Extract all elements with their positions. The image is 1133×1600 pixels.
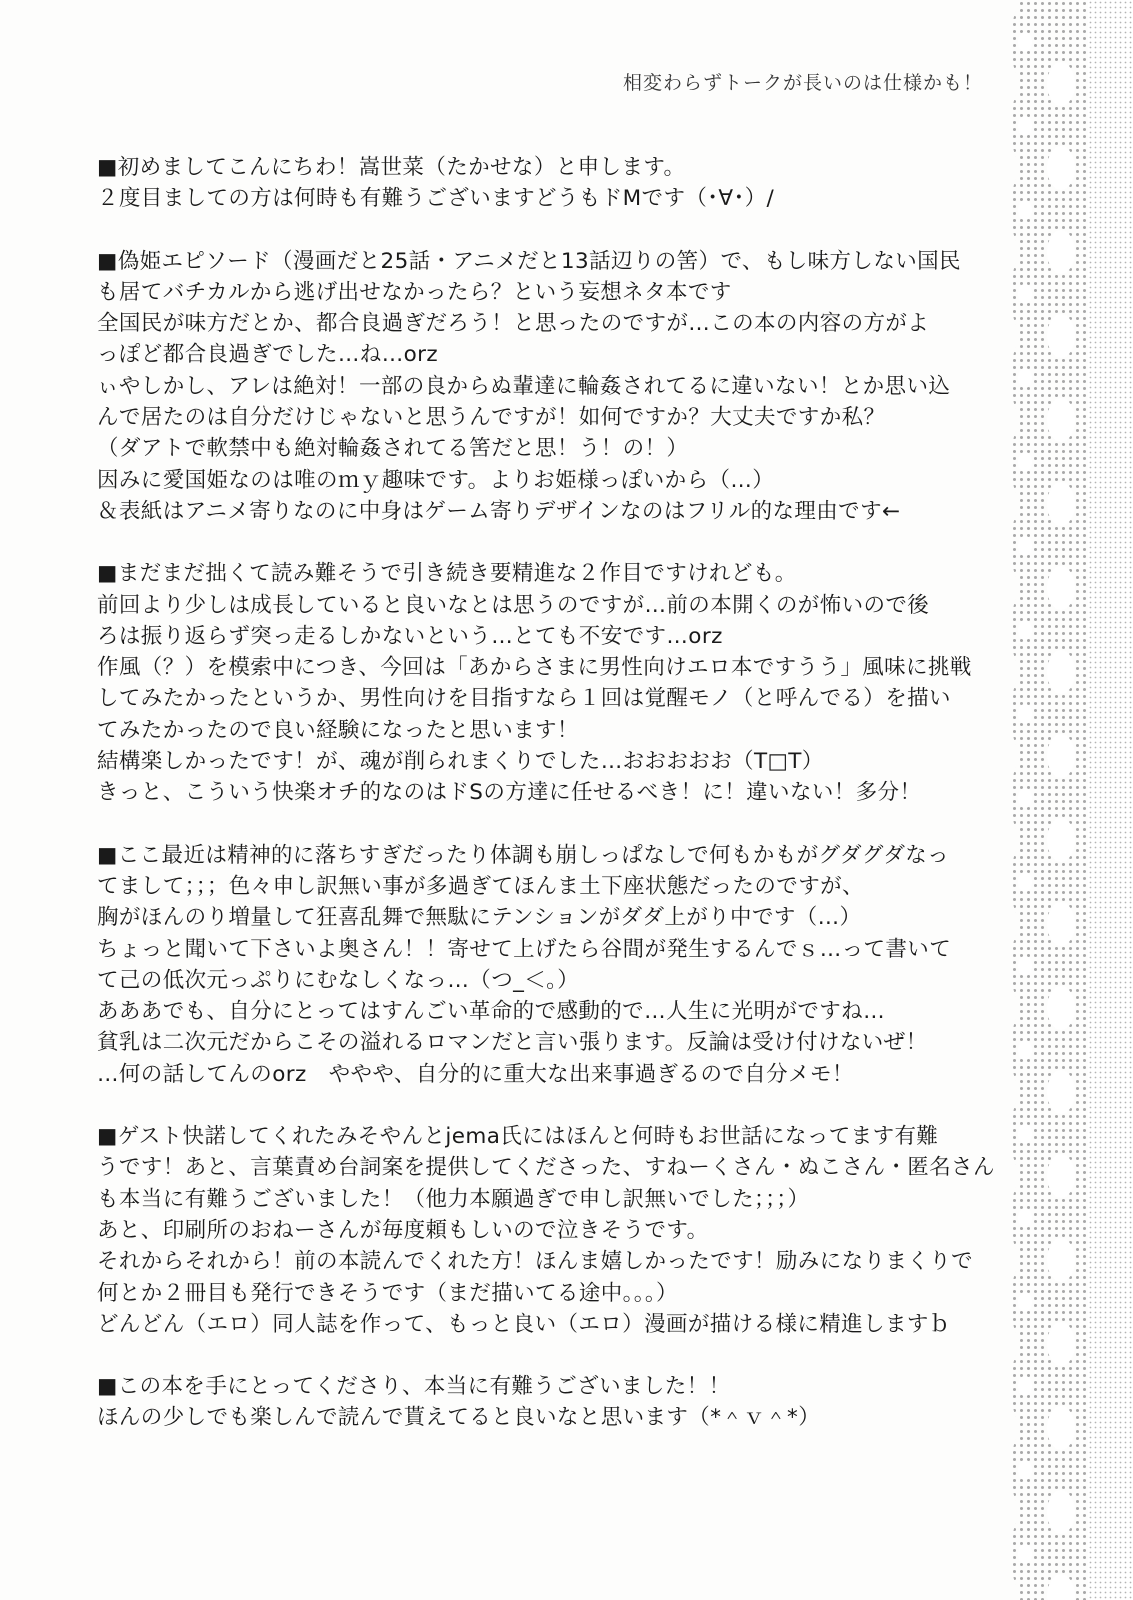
lace-window	[1047, 986, 1075, 1030]
lace-eyelet	[1018, 1544, 1032, 1564]
text-line: んで居たのは自分だけじゃないと思うんですが！如何ですか？大丈夫ですか私？	[97, 405, 886, 431]
lace-window	[1047, 1070, 1075, 1114]
lace-eyelet	[1018, 32, 1032, 52]
lace-window	[1047, 902, 1075, 946]
text-line: きっと、こういう快楽オチ的なのはドSの方達に任せるべき！に！違いない！多分！	[97, 780, 922, 806]
text-line: ■まだまだ拙くて読み難そうで引き続き要精進な２作目ですけれども。	[97, 561, 797, 587]
lace-window	[1047, 650, 1075, 694]
text-line: うです！あと、言葉責め台詞案を提供してくださった、すねーくさん・ぬこさん・匿名さん	[97, 1155, 995, 1181]
lace-window	[1047, 398, 1075, 442]
lace-eyelet	[1018, 1460, 1032, 1480]
lace-eyelet	[1018, 1040, 1032, 1060]
text-line: ろは振り返らず突っ走るしかないという…とても不安です…orz	[97, 623, 723, 649]
lace-eyelet	[1018, 452, 1032, 472]
text-line: …何の話してんのorz ややや、自分的に重大な出来事過ぎるので自分メモ！	[97, 1061, 854, 1087]
lace-window	[1047, 1490, 1075, 1534]
text-line: ほんの少しでも楽しんで読んで貰えてると良いなと思います（*＾ｖ＾*）	[97, 1405, 821, 1431]
lace-window	[1047, 314, 1075, 358]
lace-window	[1047, 1154, 1075, 1198]
lace-window	[1047, 230, 1075, 274]
text-line: も居てバチカルから逃げ出せなかったら？という妄想ネタ本です	[97, 279, 732, 305]
lace-window	[1047, 1406, 1075, 1450]
lace-window	[1047, 566, 1075, 610]
lace-eyelet	[1018, 1208, 1032, 1228]
text-line: ■偽姫エピソード（漫画だと25話・アニメだと13話辺りの筈）で、もし味方しない国民	[97, 248, 961, 274]
text-line: （ダアトで軟禁中も絶対輪姦されてる筈だと思！う！の！）	[97, 436, 689, 462]
section-episode	[97, 246, 977, 528]
text-line: ぃやしかし、アレは絶対！一部の良からぬ輩達に輪姦されてるに違いない！とか思い込	[97, 373, 951, 399]
lace-eyelet	[1018, 1292, 1032, 1312]
text-line: 作風（？）を模索中につき、今回は「あからさまに男性向けエロ本ですうう」風味に挑戦	[97, 655, 972, 681]
text-line: それからそれから！前の本読んでくれた方！ほんま嬉しかったです！励みになりまくりで	[97, 1249, 974, 1275]
lace-eyelet	[1018, 956, 1032, 976]
text-line: 因みに愛国姫なのは唯のｍｙ趣味です。よりお姫様っぽいから（…）	[97, 467, 775, 493]
lace-eyelet	[1018, 200, 1032, 220]
text-line: ちょっと聞いて下さいよ奥さん！！寄せて上げたら谷間が発生するんでｓ…って書いて	[97, 936, 952, 962]
lace-window	[1047, 62, 1075, 106]
section-closing	[97, 1371, 977, 1434]
lace-window	[1047, 146, 1075, 190]
lace-eyelet	[1018, 1124, 1032, 1144]
text-line: してみたかったというか、男性向けを目指すなら１回は覚醒モノ（と呼んでる）を描い	[97, 686, 951, 712]
text-line: っぽど都合良過ぎでした…ね…orz	[97, 342, 439, 368]
text-line: あと、印刷所のおねーさんが毎度頼もしいので泣きそうです。	[97, 1217, 709, 1243]
lace-eyelet	[1018, 620, 1032, 640]
text-line: ＆表紙はアニメ寄りなのに中身はゲーム寄りデザインなのはフリル的な理由です←	[97, 498, 901, 524]
text-line: ■初めましてこんにちわ！嵩世菜（たかせな）と申します。	[97, 155, 686, 180]
lace-outer-band-dots	[1088, 0, 1133, 1600]
text-line: どんどん（エロ）同人誌を作って、もっと良い（エロ）漫画が描ける様に精進しますｂ	[97, 1311, 951, 1337]
text-line: 貧乳は二次元だからこその溢れるロマンだと言い張ります。反論は受け付けないぜ！	[97, 1030, 928, 1056]
text-line: ■この本を手にとってくださり、本当に有難うございました！！	[97, 1374, 731, 1400]
lace-eyelet	[1018, 368, 1032, 388]
lace-window	[1047, 482, 1075, 526]
section-second-work	[97, 558, 977, 808]
text-line: ■ゲスト快諾してくれたみそやんとjema氏にはほんと何時もお世話になってます有難	[97, 1124, 939, 1150]
text-line: ２度目ましての方は何時も有難うございますどうもドMです（･∀･）/	[97, 186, 775, 212]
text-line: 全国民が味方だとか、都合良過ぎだろう！と思ったのですが…この本の内容の方がよ	[97, 311, 930, 337]
afterword-body	[97, 152, 995, 1465]
lace-eyelet	[1018, 1376, 1032, 1396]
lace-window	[1047, 734, 1075, 778]
text-line: 胸がほんのり増量して狂喜乱舞で無駄にテンションがダダ上がり中です（…）	[97, 905, 862, 931]
lace-eyelet	[1018, 872, 1032, 892]
text-line: 結構楽しかったです！が、魂が削られまくりでした…おおおおお（T□T）	[97, 749, 824, 775]
text-line: も本当に有難うございました！（他力本願過ぎで申し訳無いでした；；；）	[97, 1186, 810, 1212]
section-thanks-guests	[97, 1121, 995, 1340]
text-line: 何とか２冊目も発行できそうです（まだ描いてる途中。。。）	[97, 1280, 678, 1306]
lace-window	[1047, 818, 1075, 862]
lace-eyelet	[1018, 284, 1032, 304]
section-greeting	[97, 152, 977, 215]
lace-eyelet	[1018, 536, 1032, 556]
text-line: 前回より少しは成長していると良いなとは思うのですが…前の本開くのが怖いので後	[97, 592, 930, 618]
lace-eyelet	[1018, 116, 1032, 136]
lace-window	[1047, 1322, 1075, 1366]
lace-window	[1047, 1238, 1075, 1282]
text-line: ■ここ最近は精神的に落ちすぎだったり体調も崩しっぱなしで何もかもがグダグダなっ	[97, 842, 950, 868]
scalloped-dotted-lace-border-icon	[983, 0, 1133, 1600]
page-header: 相変わらずトークが長いのは仕様かも！	[622, 72, 983, 94]
text-line: あああでも、自分にとってはすんごい革命的で感動的で…人生に光明がですね…	[97, 999, 885, 1025]
section-recent	[97, 840, 977, 1090]
text-line: てみたかったので良い経験になったと思います！	[97, 717, 579, 743]
lace-eyelet	[1018, 704, 1032, 724]
text-line: て己の低次元っぷりにむなしくなっ…（つ_＜。）	[97, 967, 580, 993]
lace-eyelet	[1018, 788, 1032, 808]
text-line: てまして；；；色々申し訳無い事が多過ぎてほんま土下座状態だったのですが、	[97, 873, 864, 899]
